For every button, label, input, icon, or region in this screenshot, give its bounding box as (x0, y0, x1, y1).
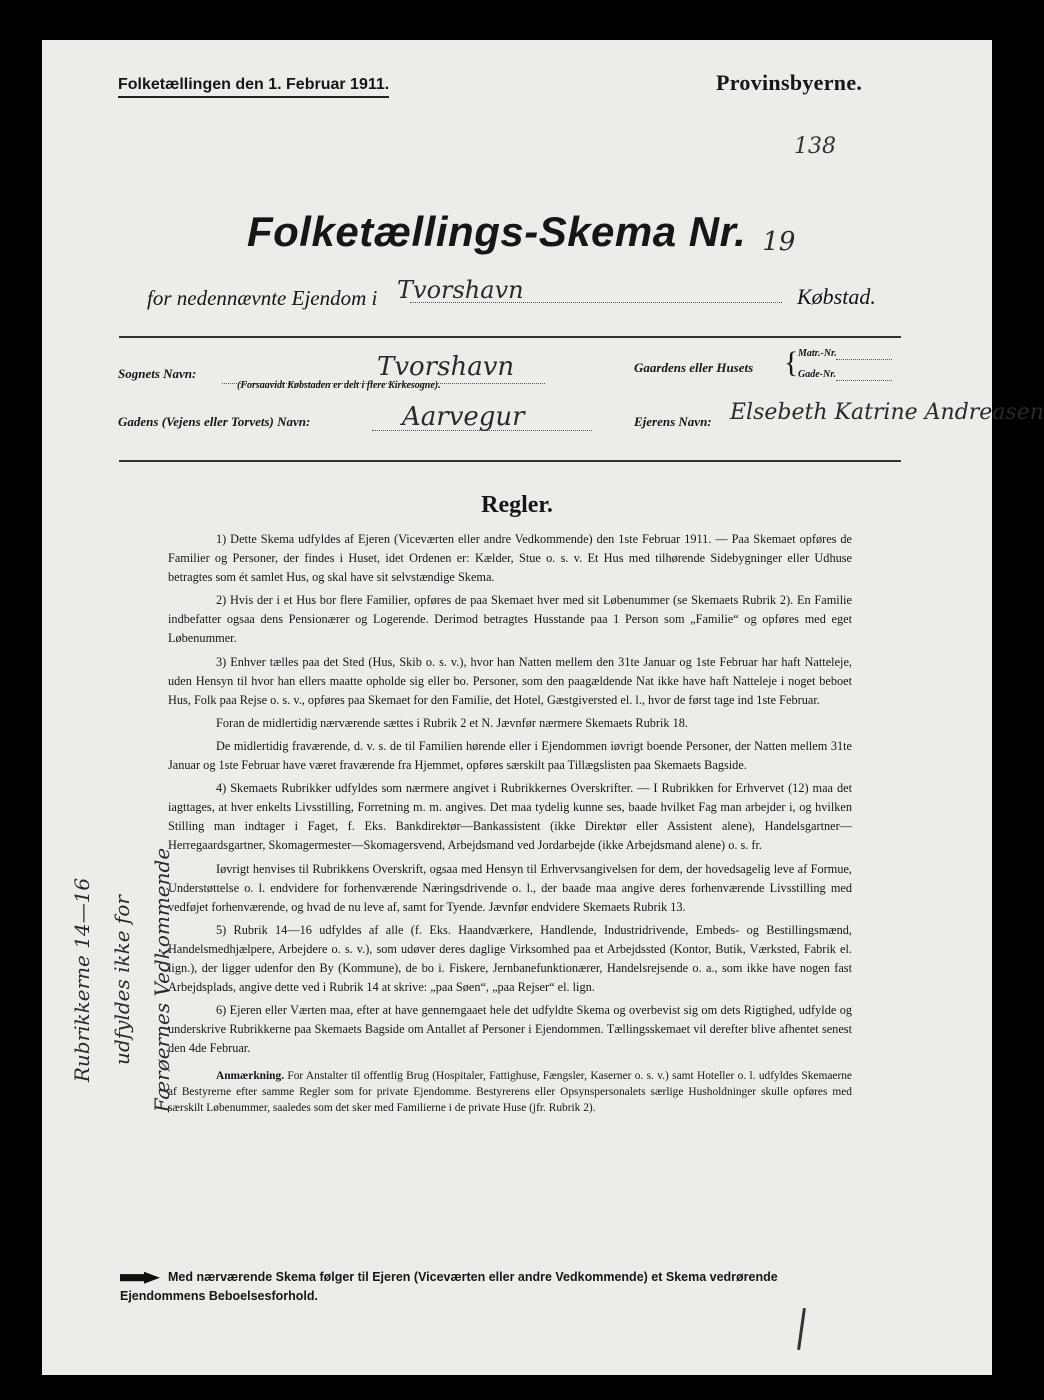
rule-paragraph: Iøvrigt henvises til Rubrikkens Overskrift, ogsaa med Hensyn til Erhvervsangivelsen for dem, der hovedsagelig leve af Formue, Understøttelse o. l. endvidere for forhenværende Næringsdrivende o. l., der baade maa angive deres forhenværende Livsstilling med vedføjet forhenværende, og hvad de nu leve af, samt for Tyende. Jævnfør endvidere Skemaets Rubrik 13. (168, 861, 852, 914)
property-location-label: for nedennævnte Ejendom i (147, 286, 378, 310)
page-number: 138 (794, 134, 836, 159)
brace-icon: { (784, 346, 799, 379)
remark-label: Anmærkning. (216, 1070, 285, 1083)
margin-note-line: Færøernes Vedkommende (150, 847, 174, 1113)
margin-note-line: udfyldes ikke for (110, 895, 134, 1065)
margin-note-line: Rubrikkerne 14—16 (70, 877, 94, 1083)
divider-bottom (119, 460, 901, 462)
rule-paragraph: De midlertidig fraværende, d. v. s. de til Familien hørende eller i Ejendommen iøvrigt boende Personer, der Natten mellem 31te Januar og 1ste Februar have været fraværende fra Hjemmet, opføres særskilt paa Tillægslisten paa Skemaets Bagside. (168, 738, 852, 773)
divider-top (119, 336, 901, 338)
street-value: Aarvegur (402, 402, 525, 432)
rules-title: Regler. (481, 492, 553, 518)
street-label: Gadens (Vejens eller Torvets) Navn: (118, 414, 311, 429)
parish-note: (Forsaavidt Købstaden er delt i flere Kirkesogne). (237, 380, 441, 391)
parish-label: Sognets Navn: (118, 366, 197, 381)
census-form-sheet (42, 40, 1044, 1375)
dotted-line (836, 380, 892, 381)
town-name-value: Tvorshavn (397, 276, 524, 304)
rule-paragraph: 3) Enhver tælles paa det Sted (Hus, Skib o. s. v.), hvor han Natten mellem den 31te Januar og 1ste Februar har haft Natteleje, uden Hensyn til hvor han ellers maatte opholde sig eller bo. Personer, som den paagældende Nat ikke have haft Natteleje i noget beboet Hus, Folk paa Rejse o. s. v., opføres paa Skemaet for den Familie, det Hotel, Gæstgiversted el. l., hvor de først tage ind 1ste Februar. (168, 654, 852, 707)
census-date-header: Folketællingen den 1. Februar 1911. (118, 76, 389, 98)
region-header: Provinsbyerne. (716, 70, 863, 95)
rule-paragraph: 1) Dette Skema udfyldes af Ejeren (Viceværten eller andre Vedkommende) den 1ste Februar 1911. — Paa Skemaet opføres de Familier og Personer, der findes i Huset, idet Ordenen er: Kælder, Stue o. s. v. Et Hus med tilhørende Sidebygninger eller Udhuse betragtes som ét samlet Hus, og skal have sit selvstændige Skema. (168, 532, 852, 585)
enclosure-note (120, 1268, 860, 1306)
rule-paragraph: 5) Rubrik 14—16 udfyldes af alle (f. Eks. Haandværkere, Handlende, Industridrivende, Embeds- og Bestillingsmænd, Handelsmedhjælpere, Arbejdere o. s. v.), som udøver deres daglige Virksomhed paa et Arbejdssted (Kontor, Butik, Værksted, Fabrik el. lign.), der ligger udenfor den By (Kommune), de bo i. Fiskere, Jernbanefunktionærer, Handelsrejsende o. a., som ikke have nogen fast Arbejdsplads, angive dette ved i Rubrik 14 at skrive: „paa Søen“, „paa Rejser“ el. lign. (168, 922, 852, 995)
remark-text: For Anstalter til offentlig Brug (Hospitaler, Fattighuse, Fængsler, Kaserner o. s. v.) samt Hoteller o. l. udfyldes Skemaerne af Bestyrerne efter samme Regler som for private Ejendomme. Bestyrerens eller Opsynspersonalets særlige Husholdninger skulle opføres med særskilt Løbenummer, saaledes som det sker med Familierne i de private Huse (jfr. Rubrik 2). (168, 1070, 852, 1115)
pointing-hand-icon (120, 1272, 160, 1284)
pen-stroke-mark (797, 1308, 806, 1350)
enclosure-note-text: Med nærværende Skema følger til Ejeren (Viceværten eller andre Vedkommende) et Skema vedrørende Ejendommens Beboelsesforhold. (120, 1270, 778, 1303)
owner-value: Elsebeth Katrine Andreasen (730, 400, 1044, 425)
form-title: Folketællings-Skema Nr. (247, 208, 747, 255)
parish-value: Tvorshavn (377, 352, 515, 382)
town-type-label: Købstad. (797, 284, 876, 309)
owner-label: Ejerens Navn: (634, 414, 712, 429)
rule-paragraph: Foran de midlertidig nærværende sættes i Rubrik 2 et N. Jævnfør nærmere Skemaets Rubrik 18. (216, 715, 689, 730)
form-title-row (247, 208, 795, 257)
matr-nr-label: Matr.-Nr. (798, 348, 837, 359)
rules-body (168, 530, 852, 1120)
dotted-line (836, 359, 892, 360)
form-number: 19 (762, 227, 796, 258)
house-label: Gaardens eller Husets (634, 360, 754, 375)
rule-paragraph: 2) Hvis der i et Hus bor flere Familier, opføres de paa Skemaet hver med sit Løbenummer (se Skemaets Rubrik 2). En Familie indbefatter ogsaa dens Pensionærer og Logerende. Derimod betragtes Husstande paa 1 Person som „Familie“ og opføres med eget Løbenummer. (168, 593, 852, 646)
handwritten-margin-note (62, 820, 182, 1140)
gade-nr-label: Gade-Nr. (798, 369, 837, 380)
rule-paragraph: 4) Skemaets Rubrikker udfyldes som nærmere angivet i Rubrikkernes Overskrifter. — I Rubrikken for Erhvervet (12) maa det iagttages, at hver enkelts Livsstilling, Forretning m. m. angives. Det maa tydelig kunne ses, baade hvilket Fag man arbejder i, og hvilken Stilling man indtager i Faget, f. Eks. Bankdirektør—Bankassistent (ikke Direktør eller Assistent alene), Handelsgartner—Herregaardsgartner, Skomagermester—Skomagersvend, Arbejdsmand ved Jordarbejde (ikke Arbejdsmand alene) o. s. fr. (168, 781, 852, 853)
rule-paragraph: 6) Ejeren eller Værten maa, efter at have gennemgaaet hele det udfyldte Skema og overbevist sig om dets Rigtighed, udfylde og underskrive Rubrikkerne paa Skemaets Bagside om Antallet af Personer i Ejendommen. Tællingsskemaet vil derefter blive afhentet senest den 4de Februar. (168, 1003, 852, 1056)
remark-paragraph (168, 1068, 852, 1116)
